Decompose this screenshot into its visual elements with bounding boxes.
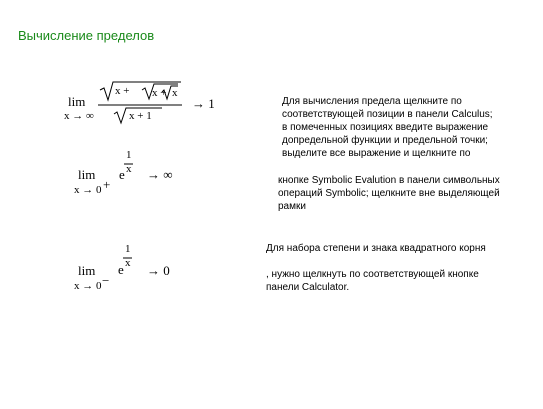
- denominator: x + 1: [129, 110, 152, 122]
- description-block-1: Для вычисления предела щелкните по соответствующей позиции в панели Calculus; в помеченных позициях введите выражение допредельной функции и предельной точки; выделите все выражение и щелкните по: [282, 96, 493, 159]
- exponent-numerator: 1: [125, 243, 131, 255]
- limit-result: → 1: [192, 96, 215, 111]
- limit-result: → ∞: [147, 167, 173, 182]
- lim-label: lim: [78, 263, 96, 278]
- lim-label: lim: [68, 94, 86, 109]
- exponent-numerator: 1: [126, 149, 132, 161]
- exponent-denominator: x: [126, 163, 132, 175]
- description-block-3: Для набора степени и знака квадратного корня: [266, 243, 486, 254]
- limit-result: → 0: [147, 263, 170, 278]
- exp-base: e: [119, 167, 125, 182]
- side-sign: +: [103, 177, 111, 192]
- numerator-term-2: x +: [152, 87, 167, 99]
- page-title: Вычисление пределов: [18, 28, 155, 43]
- exponent-denominator: x: [125, 257, 131, 269]
- lim-subscript: x → 0: [74, 280, 102, 292]
- description-block-4: , нужно щелкнуть по соответствующей кнопке панели Calculator.: [266, 269, 479, 293]
- description-block-2: кнопке Symbolic Evalution в панели символьных операций Symbolic; щелкните вне выделяющей рамки: [278, 175, 500, 212]
- lim-subscript: x → 0: [74, 184, 102, 196]
- exp-base: e: [118, 262, 124, 277]
- side-sign: −: [102, 273, 110, 288]
- sqrt-fraction-graphic: [98, 78, 183, 130]
- numerator-term-1: x +: [115, 85, 130, 97]
- lim-subscript: x → ∞: [64, 110, 94, 122]
- numerator-term-3: x: [172, 87, 178, 99]
- lim-label: lim: [78, 167, 96, 182]
